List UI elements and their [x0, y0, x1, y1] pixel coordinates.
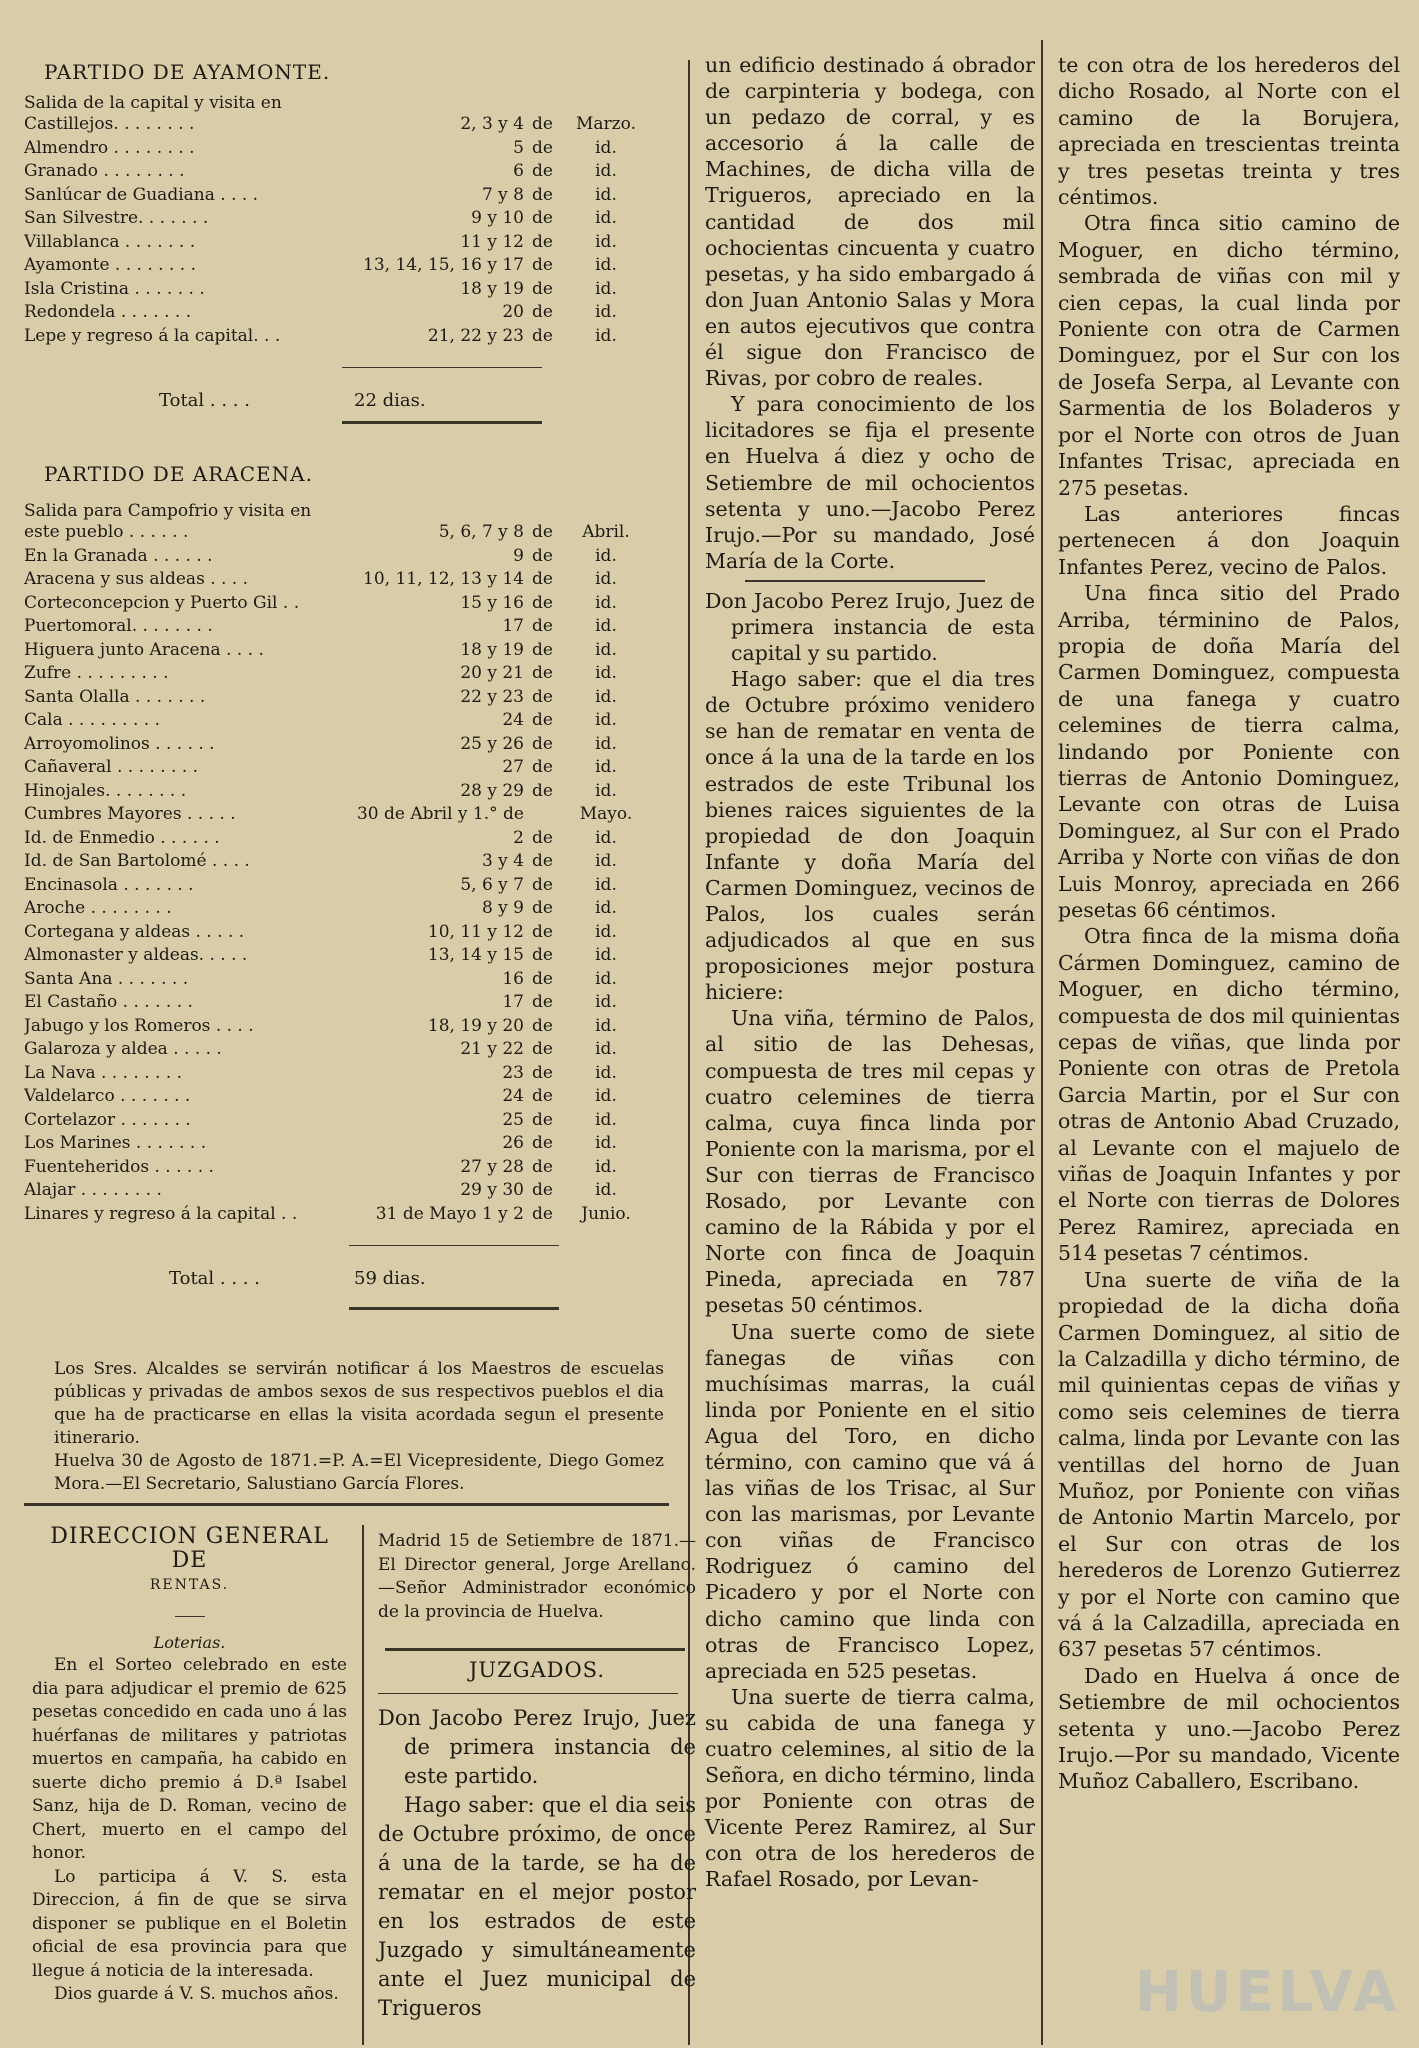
notice-paragraph-2: Huelva 30 de Agosto de 1871.=P. A.=El Vicepresidente, Diego Gomez Mora.—El Secretario, Salustiano García Flores.: [54, 1451, 664, 1494]
schedule-place: Cumbres Mayores . . . . .: [24, 804, 236, 824]
aracena-total-rule: [349, 1245, 559, 1246]
watermark-text: HUELVA: [1135, 1960, 1401, 2025]
schedule-month: id.: [595, 710, 617, 730]
schedule-days: 28 y 29: [460, 780, 524, 801]
schedule-row: [24, 663, 664, 687]
schedule-month: id.: [595, 921, 617, 942]
schedule-de: de: [532, 992, 553, 1012]
schedule-row: [24, 1180, 664, 1204]
schedule-de: de: [532, 569, 553, 589]
schedule-de: de: [532, 639, 553, 660]
schedule-row: [24, 804, 664, 828]
schedule-place: Redondela . . . . . . .: [24, 302, 192, 322]
schedule-place: Fuenteheridos . . . . . .: [24, 1156, 214, 1177]
schedule-days: 17: [502, 992, 524, 1012]
schedule-days: 10, 11 y 12: [427, 921, 524, 942]
schedule-de: de: [532, 114, 553, 134]
direccion-subtitle: RENTAS.: [149, 1577, 230, 1593]
schedule-month: id.: [595, 1086, 617, 1106]
schedule-row: [24, 1016, 664, 1040]
schedule-row: [24, 114, 664, 138]
schedule-place: El Castaño . . . . . . .: [24, 992, 193, 1012]
schedule-row: [24, 992, 664, 1016]
schedule-row: [24, 922, 664, 946]
schedule-de: de: [532, 851, 553, 871]
ayamonte-total-rule: [342, 367, 542, 368]
schedule-place: En la Granada . . . . . .: [24, 545, 213, 566]
huelva-watermark: [1115, 1940, 1401, 2030]
schedule-place: Id. de San Bartolomé . . . .: [24, 851, 250, 871]
col3-paragraph-2: Otra finca sitio camino de Moguer, en dicho término, sembrada de viñas con mil y cien cepas, la cual linda por Poniente con otra de Carmen Dominguez, por el Sur con los de Josefa Serpa, al Levante con Sarmentia de los Boladeros y por el Norte con otros de Juan Infantes Trisac, apreciada en 275 pesetas.: [1058, 211, 1400, 500]
schedule-days: 21 y 22: [460, 1039, 524, 1059]
schedule-month: id.: [595, 231, 617, 252]
schedule-month: id.: [595, 325, 617, 346]
col2-paragraph-7: Una suerte de tierra calma, su cabida de una fanega y cuatro celemines, al sitio de la Señora, en dicho término, linda por Poniente con otras de Vicente Perez Ramirez, al Sur con otra de los herederos de Rafael Rosado, por Levan-: [705, 1684, 1035, 1892]
direccion-rentas: [32, 1525, 347, 2007]
schedule-days: 15 y 16: [460, 592, 524, 613]
col2-paragraph-2: Y para conocimiento de los licitadores se fija el presente en Huelva á diez y ocho de Setiembre de mil ochocientos setenta y uno.—Jacobo Perez Irujo.—Por su mandado, José María de la Corte.: [705, 392, 1035, 573]
schedule-place: La Nava . . . . . . . .: [24, 1062, 183, 1083]
schedule-month: id.: [595, 1062, 617, 1083]
schedule-row: [24, 1039, 664, 1063]
schedule-days: 8 y 9: [481, 898, 524, 918]
schedule-de: de: [532, 780, 553, 801]
schedule-place: este pueblo . . . . . .: [24, 522, 189, 542]
schedule-days: 25: [502, 1109, 524, 1130]
column-2: [705, 52, 1035, 1893]
ayamonte-total-label: Total . . . .: [159, 390, 250, 411]
schedule-place: Cortelazor . . . . . . .: [24, 1109, 191, 1130]
schedule-de: de: [532, 1039, 553, 1059]
schedule-month: id.: [595, 1156, 617, 1177]
schedule-days: 20 y 21: [460, 663, 524, 683]
schedule-month: id.: [595, 1015, 617, 1036]
schedule-month: id.: [595, 874, 617, 895]
juzgados-section: [378, 1656, 696, 2023]
schedule-month: id.: [595, 968, 617, 989]
direccion-paragraph-3: Dios guarde á V. S. muchos años.: [54, 1984, 339, 2004]
aracena-rows: [24, 522, 664, 1227]
schedule-row: [24, 546, 664, 570]
schedule-place: Puertomoral. . . . . . . .: [24, 616, 213, 636]
schedule-de: de: [532, 663, 553, 683]
col2-paragraph-1: un edificio destinado á obrador de carpinteria y bodega, con un pedazo de corral, y es accesorio á la calle de Machines, de dicha villa de Trigueros, apreciado en la cantidad de dos mil ochocientas cincuenta y cuatro pesetas, y ha sido embargado á don Juan Antonio Salas y Mora en autos ejecutivos que contra él sigue don Francisco de Rivas, por cobro de reales.: [705, 53, 1035, 391]
schedule-de: de: [532, 827, 553, 848]
schedule-de: de: [532, 137, 553, 158]
schedule-place: Los Marines . . . . . . .: [24, 1133, 207, 1153]
ayamonte-schedule: [24, 60, 664, 424]
schedule-de: de: [532, 874, 553, 895]
schedule-days: 21, 22 y 23: [427, 325, 524, 346]
juzgados-title-rule: [378, 1693, 678, 1694]
schedule-row: [24, 969, 664, 993]
schedule-place: Cortegana y aldeas . . . . .: [24, 921, 245, 942]
schedule-days: 5: [513, 137, 524, 158]
schedule-row: [24, 279, 664, 303]
schedule-days: 2, 3 y 4: [460, 114, 524, 134]
schedule-de: de: [532, 161, 553, 181]
schedule-days: 27 y 28: [460, 1156, 524, 1177]
schedule-de: de: [532, 184, 553, 205]
schedule-place: Villablanca . . . . . . .: [24, 231, 196, 252]
schedule-de: de: [532, 522, 553, 542]
schedule-place: Santa Olalla . . . . . . .: [24, 686, 206, 707]
schedule-row: [24, 569, 664, 593]
ayamonte-total-value: 22 dias.: [354, 390, 426, 411]
madrid-text: Madrid 15 de Setiembre de 1871.—El Director general, Jorge Arellano.—Señor Administrador económico de la provincia de Huelva.: [378, 1531, 696, 1622]
juzgados-top-rule: [385, 1648, 685, 1651]
schedule-de: de: [532, 710, 553, 730]
schedule-de: de: [532, 1109, 553, 1130]
schedule-row: [24, 898, 664, 922]
schedule-month: id.: [595, 137, 617, 158]
juzgados-paragraph-1: Don Jacobo Perez Irujo, Juez de primera instancia de este partido.: [378, 1706, 696, 1788]
schedule-row: [24, 593, 664, 617]
schedule-row: [24, 185, 664, 209]
schedule-de: de: [532, 921, 553, 942]
aracena-end-rule: [349, 1307, 559, 1310]
aracena-total-label: Total . . . .: [169, 1268, 260, 1289]
schedule-row: [24, 616, 664, 640]
direccion-paragraph-1: En el Sorteo celebrado en este dia para adjudicar el premio de 625 pesetas concedido en cada uno á las huérfanas de militares y patriotas muertos en campaña, ha cabido en suerte dicho premio á D.ª Isabel Sanz, hija de D. Roman, vecino de Chert, muerto en el campo del honor.: [32, 1655, 347, 1863]
schedule-days: 24: [502, 1086, 524, 1106]
schedule-de: de: [532, 686, 553, 707]
schedule-month: id.: [595, 733, 617, 754]
schedule-month: id.: [595, 898, 617, 918]
schedule-place: Castillejos. . . . . . . .: [24, 114, 195, 134]
schedule-place: Valdelarco . . . . . . .: [24, 1086, 191, 1106]
schedule-days: 3 y 4: [481, 851, 524, 871]
direccion-short-rule: [175, 1616, 205, 1617]
schedule-month: id.: [595, 686, 617, 707]
schedule-place: Zufre . . . . . . . . .: [24, 663, 169, 683]
schedule-row: [24, 687, 664, 711]
schedule-place: Cala . . . . . . . . .: [24, 710, 160, 730]
juzgados-paragraph-2: Hago saber: que el dia seis de Octubre próximo, de once á una de la tarde, se ha de rematar en el mejor postor en los estrados de este Juzgado y simultáneamente ante el Juez municipal de Trigueros: [378, 1793, 696, 2020]
schedule-month: Marzo.: [576, 114, 636, 134]
schedule-place: Aroche . . . . . . . .: [24, 898, 172, 918]
col2-paragraph-6: Una suerte como de siete fanegas de viñas con muchísimas marras, la cuál linda por Poniente en el sitio Agua del Toro, en dicho término, con camino que vá á las viñas de los Trisac, al Sur con las marismas, por Levante con viñas de Francisco Rodriguez ó camino del Picadero y por el Norte con dicho camino que linda con otras de Francisco Lopez, apreciada en 525 pesetas.: [705, 1319, 1035, 1683]
schedule-de: de: [532, 757, 553, 777]
direccion-title: DIRECCION GENERAL DE: [50, 1524, 329, 1573]
schedule-place: Galaroza y aldea . . . . .: [24, 1039, 222, 1059]
schedule-de: de: [532, 1180, 553, 1200]
col3-paragraph-7: Dado en Huelva á once de Setiembre de mil ochocientos setenta y uno.—Jacobo Perez Irujo.—Por su mandado, Vicente Muñoz Caballero, Escribano.: [1058, 1663, 1400, 1794]
column-3: [1058, 52, 1400, 1795]
schedule-month: id.: [595, 278, 617, 299]
schedule-month: id.: [595, 1133, 617, 1153]
schedule-de: de: [532, 325, 553, 346]
schedule-days: 30 de Abril y 1.° de: [356, 804, 524, 824]
schedule-days: 23: [502, 1062, 524, 1083]
schedule-days: 13, 14, 15, 16 y 17: [363, 255, 524, 275]
schedule-days: 9: [513, 545, 524, 566]
schedule-place: Almendro . . . . . . . .: [24, 137, 195, 158]
schedule-days: 18, 19 y 20: [427, 1015, 524, 1036]
schedule-row: [24, 851, 664, 875]
schedule-row: [24, 138, 664, 162]
schedule-row: [24, 208, 664, 232]
col2-paragraph-5: Una viña, término de Palos, al sitio de las Dehesas, compuesta de tres mil cepas y cuatro celemines de tierra calma, cuya finca linda por Poniente con la marisma, por el Sur con tierras de Francisco Rosado, por Levante con camino de la Rábida y por el Norte con finca de Joaquin Pineda, apreciada en 787 pesetas 50 céntimos.: [705, 1006, 1035, 1318]
schedule-de: de: [532, 1156, 553, 1177]
madrid-signature: [378, 1530, 696, 1624]
schedule-place: Linares y regreso á la capital . .: [24, 1203, 298, 1224]
schedule-de: de: [532, 1133, 553, 1153]
ayamonte-rows: [24, 114, 664, 349]
schedule-place: Lepe y regreso á la capital. . .: [24, 325, 281, 346]
schedule-place: Aracena y sus aldeas . . . .: [24, 569, 249, 589]
schedule-days: 26: [502, 1133, 524, 1153]
schedule-row: [24, 781, 664, 805]
schedule-de: de: [532, 968, 553, 989]
schedule-days: 9 y 10: [471, 208, 524, 228]
schedule-month: Junio.: [581, 1203, 631, 1224]
schedule-days: 13, 14 y 15: [427, 945, 524, 965]
schedule-de: de: [532, 733, 553, 754]
col3-paragraph-1: te con otra de los herederos del dicho Rosado, al Norte con el camino de la Borujera, apreciada en trescientas treinta y tres pesetas treinta y tres céntimos.: [1058, 53, 1400, 210]
schedule-row: [24, 1086, 664, 1110]
schedule-days: 20: [502, 302, 524, 322]
schedule-de: de: [532, 208, 553, 228]
schedule-days: 25 y 26: [460, 733, 524, 754]
schedule-place: Santa Ana . . . . . . .: [24, 968, 189, 989]
col3-paragraph-5: Otra finca de la misma doña Cármen Dominguez, camino de Moguer, en dicho término, compuesta de dos mil quinientas cepas de viñas, que linda por Poniente con otras de Pretola Garcia Martin, por el Sur con otras de Antonio Abad Cruzado, al Levante con el majuelo de viñas de Joaquin Infantes y por el Norte con tierras de Dolores Perez Ramirez, apreciada en 514 pesetas 7 céntimos.: [1058, 924, 1400, 1266]
col2-divider: [745, 580, 985, 582]
col3-paragraph-3: Las anteriores fincas pertenecen á don Joaquin Infantes Perez, vecino de Palos.: [1058, 501, 1400, 579]
col2-paragraph-3: Don Jacobo Perez Irujo, Juez de primera instancia de esta capital y su partido.: [705, 588, 1035, 666]
schedule-month: id.: [595, 639, 617, 660]
schedule-days: 24: [502, 710, 524, 730]
schedule-de: de: [532, 302, 553, 322]
schedule-row: [24, 757, 664, 781]
schedule-month: id.: [595, 569, 617, 589]
schedule-days: 31 de Mayo 1 y 2: [375, 1203, 524, 1224]
schedule-de: de: [532, 945, 553, 965]
notice-paragraph-1: Los Sres. Alcaldes se servirán notificar á los Maestros de escuelas públicas y privadas de ambos sexos de sus respectivos pueblos el dia que ha de practicarse en ellas la visita acordada segun el presente itinerario.: [54, 1359, 664, 1448]
schedule-month: id.: [595, 184, 617, 205]
schedule-days: 6: [513, 161, 524, 181]
schedule-row: [24, 1157, 664, 1181]
schedule-de: de: [532, 1203, 553, 1224]
schedule-month: id.: [595, 827, 617, 848]
schedule-days: 18 y 19: [460, 639, 524, 660]
ayamonte-total: [24, 390, 664, 411]
loterias-heading: Loterias.: [153, 1632, 226, 1652]
aracena-total: [24, 1268, 664, 1289]
schedule-row: [24, 828, 664, 852]
schedule-days: 18 y 19: [460, 278, 524, 299]
col3-paragraph-4: Una finca sitio del Prado Arriba, términino de Palos, propia de doña María del Carmen Dominguez, compuesta de una fanega y cuatro celemines de tierra calma, lindando por Poniente con tierras de Antonio Dominguez, Levante con otras de Luisa Dominguez, al Sur con el Prado Arriba y Norte con viñas de don Luis Monroy, apreciada en 266 pesetas 66 céntimos.: [1058, 581, 1400, 922]
ayamonte-intro: Salida de la capital y visita en: [24, 93, 282, 113]
schedule-month: Mayo.: [579, 804, 633, 824]
schedule-row: [24, 640, 664, 664]
schedule-place: Alajar . . . . . . . .: [24, 1180, 162, 1200]
schedule-month: id.: [595, 851, 617, 871]
alcaldes-notice: [54, 1358, 664, 1496]
schedule-place: Isla Cristina . . . . . . .: [24, 278, 205, 299]
schedule-row: [24, 1204, 664, 1228]
schedule-row: [24, 232, 664, 256]
schedule-days: 27: [502, 757, 524, 777]
schedule-place: Arroyomolinos . . . . . .: [24, 733, 215, 754]
schedule-de: de: [532, 1086, 553, 1106]
schedule-row: [24, 302, 664, 326]
aracena-schedule: [24, 462, 664, 1310]
schedule-month: id.: [595, 945, 617, 965]
schedule-days: 10, 11, 12, 13 y 14: [363, 569, 524, 589]
schedule-place: Almonaster y aldeas. . . . .: [24, 945, 248, 965]
schedule-place: Sanlúcar de Guadiana . . . .: [24, 184, 259, 205]
schedule-row: [24, 1063, 664, 1087]
col2-paragraph-4: Hago saber: que el dia tres de Octubre próximo venidero se han de rematar en venta de once á la una de la tarde en los estrados de este Tribunal los bienes raices siguientes de la propiedad de don Joaquin Infante y doña María del Carmen Dominguez, vecinos de Palos, los cuales serán adjudicados al que en sus proposiciones mejor postura hiciere:: [705, 667, 1035, 1005]
schedule-month: id.: [595, 992, 617, 1012]
schedule-days: 22 y 23: [460, 686, 524, 707]
schedule-place: Granado . . . . . . . .: [24, 161, 185, 181]
schedule-month: id.: [595, 592, 617, 613]
schedule-days: 16: [502, 968, 524, 989]
schedule-place: Hinojales. . . . . . . .: [24, 780, 187, 801]
schedule-place: Ayamonte . . . . . . . .: [24, 255, 196, 275]
schedule-month: id.: [595, 780, 617, 801]
schedule-month: id.: [595, 161, 617, 181]
schedule-row: [24, 875, 664, 899]
schedule-place: Corteconcepcion y Puerto Gil . .: [24, 592, 300, 613]
schedule-de: de: [532, 545, 553, 566]
schedule-days: 5, 6 y 7: [460, 874, 524, 895]
schedule-month: id.: [595, 663, 617, 683]
schedule-month: id.: [595, 1180, 617, 1200]
schedule-place: Cañaveral . . . . . . . .: [24, 757, 199, 777]
juzgados-title: JUZGADOS.: [468, 1658, 605, 1682]
schedule-month: id.: [595, 302, 617, 322]
column-rule-2: [1041, 40, 1043, 2045]
schedule-month: id.: [595, 208, 617, 228]
schedule-de: de: [532, 255, 553, 275]
schedule-row: [24, 710, 664, 734]
schedule-month: id.: [595, 1039, 617, 1059]
schedule-month: id.: [595, 1109, 617, 1130]
schedule-month: id.: [595, 757, 617, 777]
schedule-place: Encinasola . . . . . . .: [24, 874, 194, 895]
direccion-paragraph-2: Lo participa á V. S. esta Direccion, á fin de que se sirva disponer se publique en el Boletin oficial de esa provincia para que llegue á noticia de la interesada.: [32, 1866, 347, 1981]
aracena-total-value: 59 dias.: [354, 1268, 426, 1289]
schedule-month: id.: [595, 616, 617, 636]
schedule-de: de: [532, 616, 553, 636]
schedule-place: San Silvestre. . . . . . .: [24, 208, 209, 228]
ayamonte-title: PARTIDO DE AYAMONTE.: [44, 60, 331, 84]
schedule-row: [24, 945, 664, 969]
schedule-de: de: [532, 1062, 553, 1083]
schedule-place: Jabugo y los Romeros . . . .: [24, 1015, 254, 1036]
schedule-row: [24, 326, 664, 350]
schedule-place: Higuera junto Aracena . . . .: [24, 639, 264, 660]
schedule-de: de: [532, 1015, 553, 1036]
schedule-days: 5, 6, 7 y 8: [438, 522, 524, 542]
schedule-row: [24, 161, 664, 185]
schedule-month: Abril.: [582, 522, 630, 542]
aracena-title: PARTIDO DE ARACENA.: [44, 462, 313, 486]
schedule-row: [24, 734, 664, 758]
schedule-days: 11 y 12: [460, 231, 524, 252]
schedule-row: [24, 1133, 664, 1157]
schedule-row: [24, 255, 664, 279]
aracena-intro: Salida para Campofrio y visita en: [24, 501, 312, 521]
schedule-row: [24, 1110, 664, 1134]
schedule-de: de: [532, 592, 553, 613]
notice-end-rule: [24, 1503, 669, 1506]
schedule-days: 2: [513, 827, 524, 848]
schedule-month: id.: [595, 545, 617, 566]
schedule-days: 17: [502, 616, 524, 636]
schedule-month: id.: [595, 255, 617, 275]
schedule-place: Id. de Enmedio . . . . . .: [24, 827, 220, 848]
schedule-row: [24, 522, 664, 546]
schedule-de: de: [532, 231, 553, 252]
ayamonte-end-rule: [342, 421, 542, 424]
column-rule-bottom-left: [362, 1525, 364, 2045]
col3-paragraph-6: Una suerte de viña de la propiedad de la dicha doña Carmen Dominguez, al sitio de la Calzadilla y dicho término, de mil quinientas cepas de viñas y como seis celemines de tierra calma, linda por Levante con las ventillas del horno de Juan Muñoz, por Poniente con viñas de Antonio Martin Marcelo, por el Sur con otras de los herederos de Lorenzo Gutierrez y por el Norte con camino que vá á la Calzadilla, apreciada en 637 pesetas 57 céntimos.: [1058, 1267, 1400, 1662]
schedule-days: 7 y 8: [481, 184, 524, 205]
schedule-de: de: [532, 278, 553, 299]
schedule-days: 29 y 30: [460, 1180, 524, 1200]
schedule-de: de: [532, 898, 553, 918]
